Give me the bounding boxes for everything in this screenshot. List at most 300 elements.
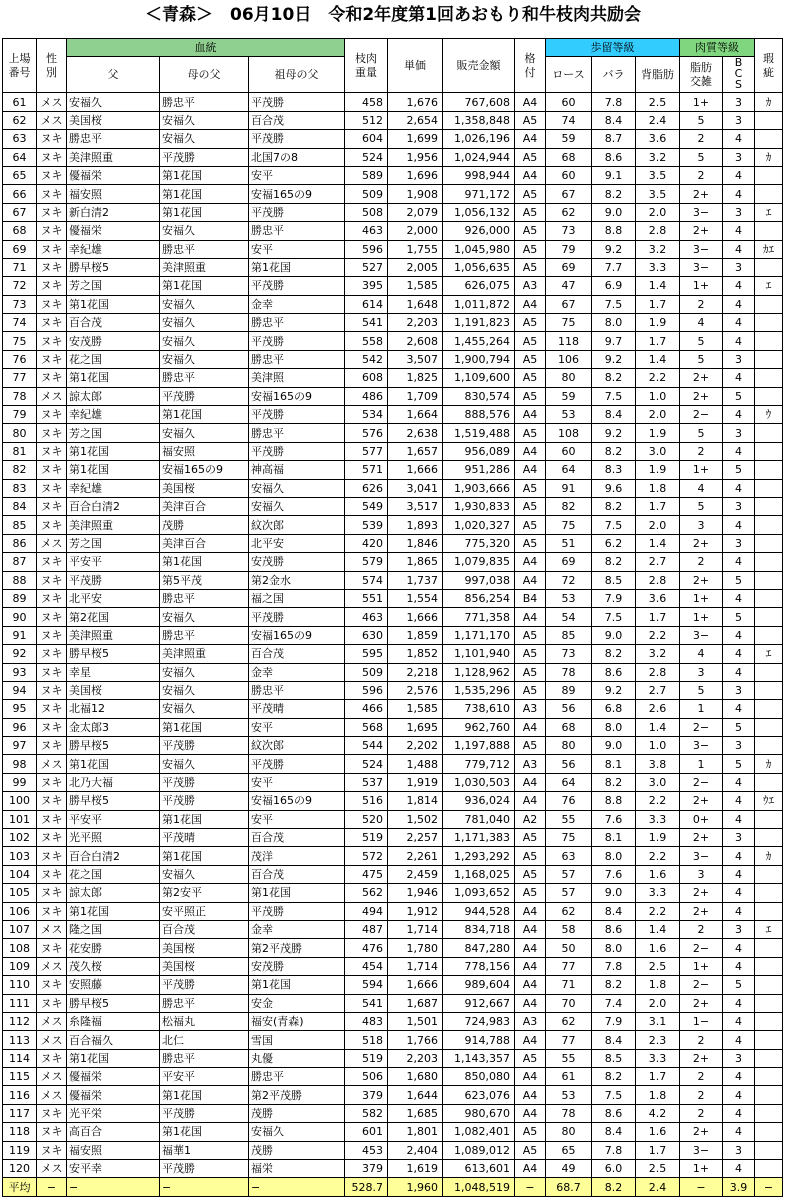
sire-cell: 美津照重 bbox=[67, 148, 160, 166]
sales-cell: 1,455,264 bbox=[443, 332, 515, 350]
unit-price-cell: 1,502 bbox=[388, 810, 443, 828]
lot-cell: 80 bbox=[3, 424, 37, 442]
defect-cell bbox=[755, 497, 783, 515]
rib-cell: 7.5 bbox=[592, 295, 636, 313]
unit-price-cell: 1,908 bbox=[388, 185, 443, 203]
weight-cell: 534 bbox=[345, 406, 388, 424]
grade-cell: A4 bbox=[515, 1086, 546, 1104]
sire-cell: 芳之国 bbox=[67, 277, 160, 295]
loin-cell: 55 bbox=[546, 1049, 592, 1067]
sire-cell: 幸紀雄 bbox=[67, 406, 160, 424]
unit-price-cell: 3,517 bbox=[388, 497, 443, 515]
rib-cell: 8.1 bbox=[592, 755, 636, 773]
marbling-cell: 2− bbox=[680, 773, 723, 791]
marbling-cell: 2+ bbox=[680, 571, 723, 589]
gdam-sire-cell: 安平 bbox=[249, 718, 345, 736]
bcs-cell: 4 bbox=[723, 1031, 755, 1049]
gdam-sire-cell: 安福久 bbox=[249, 497, 345, 515]
weight-cell: 630 bbox=[345, 626, 388, 644]
sales-cell: 767,608 bbox=[443, 93, 515, 111]
table-row bbox=[3, 387, 783, 405]
sales-cell: 936,024 bbox=[443, 792, 515, 810]
sire-cell: 安照藤 bbox=[67, 976, 160, 994]
marbling-cell: 1 bbox=[680, 700, 723, 718]
loin-cell: 53 bbox=[546, 406, 592, 424]
grade-cell: A3 bbox=[515, 277, 546, 295]
unit-price-cell: 1,664 bbox=[388, 406, 443, 424]
lot-cell: 119 bbox=[3, 1141, 37, 1159]
grade-cell: A5 bbox=[515, 865, 546, 883]
weight-cell: 508 bbox=[345, 203, 388, 221]
fat-cell: 1.4 bbox=[636, 277, 680, 295]
page-title: ＜青森＞ 06月10日 令和2年度第1回あおもり和牛枝肉共励会 bbox=[145, 5, 641, 25]
gdam-sire-cell: 安福165の9 bbox=[249, 387, 345, 405]
defect-cell bbox=[755, 1068, 783, 1086]
rib-cell: 7.5 bbox=[592, 516, 636, 534]
defect-cell bbox=[755, 424, 783, 442]
unit-price-cell: 2,654 bbox=[388, 111, 443, 129]
sire-cell: 平安平 bbox=[67, 553, 160, 571]
bcs-cell: 4 bbox=[723, 314, 755, 332]
sire-cell: 諒太郎 bbox=[67, 884, 160, 902]
unit-price-cell: 1,737 bbox=[388, 571, 443, 589]
rib-cell: 8.3 bbox=[592, 461, 636, 479]
sales-cell: 1,143,357 bbox=[443, 1049, 515, 1067]
rib-cell: 8.2 bbox=[592, 1178, 636, 1197]
dam-sire-cell: − bbox=[160, 1178, 249, 1197]
weight-cell: 542 bbox=[345, 350, 388, 368]
fat-cell: 3.3 bbox=[636, 810, 680, 828]
bcs-cell: 3 bbox=[723, 534, 755, 552]
dam-sire-cell: 第1花国 bbox=[160, 277, 249, 295]
gdam-sire-cell: 安福165の9 bbox=[249, 792, 345, 810]
sire-cell: 第1花国 bbox=[67, 755, 160, 773]
lot-cell: 104 bbox=[3, 865, 37, 883]
table-row bbox=[3, 258, 783, 276]
grade-cell: A4 bbox=[515, 553, 546, 571]
sex-cell: メス bbox=[37, 387, 67, 405]
sales-cell: 781,040 bbox=[443, 810, 515, 828]
rib-cell: 8.2 bbox=[592, 553, 636, 571]
unit-price-cell: 1,501 bbox=[388, 1012, 443, 1030]
defect-cell bbox=[755, 829, 783, 847]
weight-cell: 568 bbox=[345, 718, 388, 736]
marbling-cell: 5 bbox=[680, 332, 723, 350]
header-weight: 枝肉 重量 bbox=[345, 39, 388, 93]
weight-cell: 420 bbox=[345, 534, 388, 552]
unit-price-cell: 2,257 bbox=[388, 829, 443, 847]
sales-cell: 1,101,940 bbox=[443, 645, 515, 663]
sex-cell: ヌキ bbox=[37, 700, 67, 718]
unit-price-cell: 1,699 bbox=[388, 130, 443, 148]
grade-cell: A5 bbox=[515, 240, 546, 258]
table-row bbox=[3, 994, 783, 1012]
bcs-cell: 4 bbox=[723, 479, 755, 497]
dam-sire-cell: 平茂勝 bbox=[160, 1160, 249, 1178]
grade-cell: A5 bbox=[515, 424, 546, 442]
fat-cell: 1.8 bbox=[636, 976, 680, 994]
dam-sire-cell: 勝忠平 bbox=[160, 93, 249, 111]
weight-cell: 541 bbox=[345, 994, 388, 1012]
sex-cell: メス bbox=[37, 1086, 67, 1104]
bcs-cell: 4 bbox=[723, 185, 755, 203]
defect-cell bbox=[755, 681, 783, 699]
grade-cell: A5 bbox=[515, 185, 546, 203]
sex-cell: メス bbox=[37, 1160, 67, 1178]
rib-cell: 6.8 bbox=[592, 700, 636, 718]
lot-cell: 81 bbox=[3, 442, 37, 460]
dam-sire-cell: 美国桜 bbox=[160, 957, 249, 975]
table-row bbox=[3, 534, 783, 552]
grade-cell: A5 bbox=[515, 314, 546, 332]
table-row bbox=[3, 902, 783, 920]
lot-cell: 97 bbox=[3, 737, 37, 755]
unit-price-cell: 2,404 bbox=[388, 1141, 443, 1159]
dam-sire-cell: 第1花国 bbox=[160, 203, 249, 221]
table-row bbox=[3, 185, 783, 203]
unit-price-cell: 1,680 bbox=[388, 1068, 443, 1086]
gdam-sire-cell: 第2平茂勝 bbox=[249, 1086, 345, 1104]
weight-cell: 582 bbox=[345, 1104, 388, 1122]
defect-cell bbox=[755, 589, 783, 607]
loin-cell: 108 bbox=[546, 424, 592, 442]
sire-cell: 平茂勝 bbox=[67, 571, 160, 589]
sex-cell: ヌキ bbox=[37, 718, 67, 736]
grade-cell: A5 bbox=[515, 332, 546, 350]
loin-cell: 78 bbox=[546, 663, 592, 681]
table-row bbox=[3, 406, 783, 424]
sex-cell: ヌキ bbox=[37, 681, 67, 699]
loin-cell: 79 bbox=[546, 240, 592, 258]
dam-sire-cell: 第2安平 bbox=[160, 884, 249, 902]
sire-cell: 優福栄 bbox=[67, 1068, 160, 1086]
rib-cell: 7.8 bbox=[592, 93, 636, 111]
loin-cell: 60 bbox=[546, 166, 592, 184]
bcs-cell: 3 bbox=[723, 829, 755, 847]
table-row bbox=[3, 626, 783, 644]
sales-cell: 1,045,980 bbox=[443, 240, 515, 258]
sex-cell: ヌキ bbox=[37, 277, 67, 295]
dam-sire-cell: 美津百合 bbox=[160, 497, 249, 515]
rib-cell: 9.0 bbox=[592, 884, 636, 902]
gdam-sire-cell: 北国7の8 bbox=[249, 148, 345, 166]
loin-cell: 68 bbox=[546, 718, 592, 736]
fat-cell: 2.2 bbox=[636, 369, 680, 387]
sire-cell: 花之国 bbox=[67, 350, 160, 368]
lot-cell: 116 bbox=[3, 1086, 37, 1104]
dam-sire-cell: 安福久 bbox=[160, 865, 249, 883]
sales-cell: 1,171,383 bbox=[443, 829, 515, 847]
sex-cell: ヌキ bbox=[37, 295, 67, 313]
defect-cell bbox=[755, 258, 783, 276]
weight-cell: 596 bbox=[345, 681, 388, 699]
fat-cell: 2.0 bbox=[636, 994, 680, 1012]
loin-cell: 69 bbox=[546, 553, 592, 571]
loin-cell: 60 bbox=[546, 93, 592, 111]
defect-cell: ｳ bbox=[755, 406, 783, 424]
loin-cell: 76 bbox=[546, 792, 592, 810]
lot-cell: 101 bbox=[3, 810, 37, 828]
defect-cell bbox=[755, 994, 783, 1012]
defect-cell bbox=[755, 902, 783, 920]
marbling-cell: 2+ bbox=[680, 884, 723, 902]
marbling-cell: 2+ bbox=[680, 994, 723, 1012]
defect-cell bbox=[755, 222, 783, 240]
sire-cell: 花之国 bbox=[67, 865, 160, 883]
sire-cell: 百合福久 bbox=[67, 1031, 160, 1049]
lot-cell: 120 bbox=[3, 1160, 37, 1178]
dam-sire-cell: 北仁 bbox=[160, 1031, 249, 1049]
sex-cell: メス bbox=[37, 755, 67, 773]
rib-cell: 6.9 bbox=[592, 277, 636, 295]
dam-sire-cell: 美津照重 bbox=[160, 258, 249, 276]
sex-cell: ヌキ bbox=[37, 994, 67, 1012]
sex-cell: ヌキ bbox=[37, 792, 67, 810]
gdam-sire-cell: 福栄 bbox=[249, 1160, 345, 1178]
table-row bbox=[3, 148, 783, 166]
sire-cell: 美国桜 bbox=[67, 111, 160, 129]
marbling-cell: 3 bbox=[680, 865, 723, 883]
fat-cell: 2.8 bbox=[636, 571, 680, 589]
sex-cell: ヌキ bbox=[37, 737, 67, 755]
grade-cell: A5 bbox=[515, 369, 546, 387]
dam-sire-cell: 第1花国 bbox=[160, 847, 249, 865]
rib-cell: 9.2 bbox=[592, 424, 636, 442]
weight-cell: 463 bbox=[345, 608, 388, 626]
table-row bbox=[3, 130, 783, 148]
unit-price-cell: 2,261 bbox=[388, 847, 443, 865]
rib-cell: 8.0 bbox=[592, 939, 636, 957]
sex-cell: ヌキ bbox=[37, 240, 67, 258]
rib-cell: 6.0 bbox=[592, 1160, 636, 1178]
weight-cell: 520 bbox=[345, 810, 388, 828]
grade-cell: A5 bbox=[515, 681, 546, 699]
header-grade: 格 付 bbox=[515, 39, 546, 93]
defect-cell bbox=[755, 737, 783, 755]
grade-cell: A4 bbox=[515, 93, 546, 111]
grade-cell: A5 bbox=[515, 516, 546, 534]
grade-cell: A3 bbox=[515, 755, 546, 773]
header-dam-sire: 母の父 bbox=[160, 57, 249, 93]
defect-cell bbox=[755, 884, 783, 902]
loin-cell: 64 bbox=[546, 461, 592, 479]
sex-cell: ヌキ bbox=[37, 442, 67, 460]
lot-cell: 90 bbox=[3, 608, 37, 626]
loin-cell: 57 bbox=[546, 865, 592, 883]
loin-cell: 53 bbox=[546, 1086, 592, 1104]
fat-cell: 1.0 bbox=[636, 387, 680, 405]
sales-cell: 830,574 bbox=[443, 387, 515, 405]
bcs-cell: 4 bbox=[723, 1068, 755, 1086]
fat-cell: 1.6 bbox=[636, 939, 680, 957]
lot-cell: 112 bbox=[3, 1012, 37, 1030]
dam-sire-cell: 福安照 bbox=[160, 442, 249, 460]
lot-cell: 105 bbox=[3, 884, 37, 902]
sales-cell: 1,056,635 bbox=[443, 258, 515, 276]
weight-cell: 574 bbox=[345, 571, 388, 589]
table-row bbox=[3, 1086, 783, 1104]
gdam-sire-cell: 神高福 bbox=[249, 461, 345, 479]
lot-cell: 91 bbox=[3, 626, 37, 644]
table-row bbox=[3, 1031, 783, 1049]
sire-cell: 北乃大福 bbox=[67, 773, 160, 791]
gdam-sire-cell: 勝忠平 bbox=[249, 350, 345, 368]
defect-cell: ｳｴ bbox=[755, 792, 783, 810]
table-row bbox=[3, 792, 783, 810]
unit-price-cell: 1,846 bbox=[388, 534, 443, 552]
loin-cell: 80 bbox=[546, 1123, 592, 1141]
gdam-sire-cell: 金幸 bbox=[249, 295, 345, 313]
grade-cell: A5 bbox=[515, 111, 546, 129]
grade-cell: A4 bbox=[515, 939, 546, 957]
loin-cell: 75 bbox=[546, 314, 592, 332]
gdam-sire-cell: 平茂勝 bbox=[249, 608, 345, 626]
loin-cell: 62 bbox=[546, 902, 592, 920]
dam-sire-cell: 平茂晴 bbox=[160, 829, 249, 847]
defect-cell: ｶ bbox=[755, 148, 783, 166]
sire-cell: 北福12 bbox=[67, 700, 160, 718]
grade-cell: A4 bbox=[515, 994, 546, 1012]
sales-cell: 1,093,652 bbox=[443, 884, 515, 902]
bcs-cell: 4 bbox=[723, 1012, 755, 1030]
defect-cell: ｴ bbox=[755, 645, 783, 663]
sales-cell: 1,089,012 bbox=[443, 1141, 515, 1159]
rib-cell: 7.8 bbox=[592, 1141, 636, 1159]
bcs-cell: 4 bbox=[723, 957, 755, 975]
table-row bbox=[3, 93, 783, 111]
defect-cell bbox=[755, 442, 783, 460]
sire-cell: 美国桜 bbox=[67, 681, 160, 699]
gdam-sire-cell: 安金 bbox=[249, 994, 345, 1012]
marbling-cell: 1− bbox=[680, 1012, 723, 1030]
sire-cell: 安平幸 bbox=[67, 1160, 160, 1178]
dam-sire-cell: 安福久 bbox=[160, 608, 249, 626]
table-row bbox=[3, 166, 783, 184]
unit-price-cell: 1,859 bbox=[388, 626, 443, 644]
unit-price-cell: 1,714 bbox=[388, 920, 443, 938]
defect-cell bbox=[755, 718, 783, 736]
sire-cell: 第1花国 bbox=[67, 1049, 160, 1067]
unit-price-cell: 2,000 bbox=[388, 222, 443, 240]
loin-cell: 58 bbox=[546, 920, 592, 938]
unit-price-cell: 1,946 bbox=[388, 884, 443, 902]
lot-cell: 92 bbox=[3, 645, 37, 663]
defect-cell: − bbox=[755, 1178, 783, 1197]
lot-cell: 107 bbox=[3, 920, 37, 938]
marbling-cell: 5 bbox=[680, 424, 723, 442]
weight-cell: 595 bbox=[345, 645, 388, 663]
table-row bbox=[3, 829, 783, 847]
loin-cell: 63 bbox=[546, 847, 592, 865]
dam-sire-cell: 第1花国 bbox=[160, 406, 249, 424]
defect-cell bbox=[755, 130, 783, 148]
fat-cell: 3.3 bbox=[636, 884, 680, 902]
unit-price-cell: 1,666 bbox=[388, 461, 443, 479]
unit-price-cell: 2,203 bbox=[388, 314, 443, 332]
marbling-cell: 5 bbox=[680, 681, 723, 699]
marbling-cell: 3− bbox=[680, 1141, 723, 1159]
unit-price-cell: 1,695 bbox=[388, 718, 443, 736]
lot-cell: 99 bbox=[3, 773, 37, 791]
sex-cell: ヌキ bbox=[37, 332, 67, 350]
defect-cell bbox=[755, 571, 783, 589]
rib-cell: 8.2 bbox=[592, 1068, 636, 1086]
bcs-cell: 4 bbox=[723, 589, 755, 607]
dam-sire-cell: 第1花国 bbox=[160, 185, 249, 203]
loin-cell: 82 bbox=[546, 497, 592, 515]
bcs-cell: 4 bbox=[723, 1104, 755, 1122]
gdam-sire-cell: 安平 bbox=[249, 810, 345, 828]
dam-sire-cell: 第1花国 bbox=[160, 1123, 249, 1141]
unit-price-cell: 1,852 bbox=[388, 645, 443, 663]
fat-cell: 1.8 bbox=[636, 479, 680, 497]
fat-cell: 3.0 bbox=[636, 442, 680, 460]
dam-sire-cell: 第1花国 bbox=[160, 1086, 249, 1104]
bcs-cell: 4 bbox=[723, 626, 755, 644]
unit-price-cell: 1,687 bbox=[388, 994, 443, 1012]
loin-cell: 91 bbox=[546, 479, 592, 497]
loin-cell: 68 bbox=[546, 148, 592, 166]
marbling-cell: 4 bbox=[680, 314, 723, 332]
table-row bbox=[3, 718, 783, 736]
defect-cell bbox=[755, 295, 783, 313]
gdam-sire-cell: 平茂勝 bbox=[249, 406, 345, 424]
marbling-cell: 2− bbox=[680, 939, 723, 957]
bcs-cell: 4 bbox=[723, 1086, 755, 1104]
unit-price-cell: 2,079 bbox=[388, 203, 443, 221]
loin-cell: 67 bbox=[546, 295, 592, 313]
sex-cell: ヌキ bbox=[37, 516, 67, 534]
sex-cell: ヌキ bbox=[37, 424, 67, 442]
sex-cell: ヌキ bbox=[37, 185, 67, 203]
rib-cell: 7.5 bbox=[592, 608, 636, 626]
dam-sire-cell: 福華1 bbox=[160, 1141, 249, 1159]
fat-cell: 3.2 bbox=[636, 645, 680, 663]
grade-cell: A4 bbox=[515, 442, 546, 460]
weight-cell: 524 bbox=[345, 148, 388, 166]
table-row bbox=[3, 755, 783, 773]
lot-cell: 93 bbox=[3, 663, 37, 681]
marbling-cell: 2+ bbox=[680, 902, 723, 920]
lot-cell: 72 bbox=[3, 277, 37, 295]
fat-cell: 2.4 bbox=[636, 111, 680, 129]
weight-cell: 494 bbox=[345, 902, 388, 920]
lot-cell: 69 bbox=[3, 240, 37, 258]
lot-cell: 68 bbox=[3, 222, 37, 240]
bcs-cell: 5 bbox=[723, 976, 755, 994]
weight-cell: 539 bbox=[345, 516, 388, 534]
sales-cell: 834,718 bbox=[443, 920, 515, 938]
sales-cell: 771,358 bbox=[443, 608, 515, 626]
sire-cell: 優福栄 bbox=[67, 1086, 160, 1104]
marbling-cell: 2+ bbox=[680, 369, 723, 387]
rib-cell: 8.5 bbox=[592, 1049, 636, 1067]
sales-cell: 1,168,025 bbox=[443, 865, 515, 883]
dam-sire-cell: 安福久 bbox=[160, 222, 249, 240]
sire-cell: 勝早桜5 bbox=[67, 737, 160, 755]
sire-cell: 第1花国 bbox=[67, 442, 160, 460]
loin-cell: 78 bbox=[546, 1104, 592, 1122]
defect-cell bbox=[755, 626, 783, 644]
bcs-cell: 4 bbox=[723, 332, 755, 350]
gdam-sire-cell: − bbox=[249, 1178, 345, 1197]
weight-cell: 604 bbox=[345, 130, 388, 148]
defect-cell bbox=[755, 516, 783, 534]
lot-cell: 65 bbox=[3, 166, 37, 184]
fat-cell: 3.2 bbox=[636, 240, 680, 258]
unit-price-cell: 1,585 bbox=[388, 277, 443, 295]
gdam-sire-cell: 平茂勝 bbox=[249, 755, 345, 773]
